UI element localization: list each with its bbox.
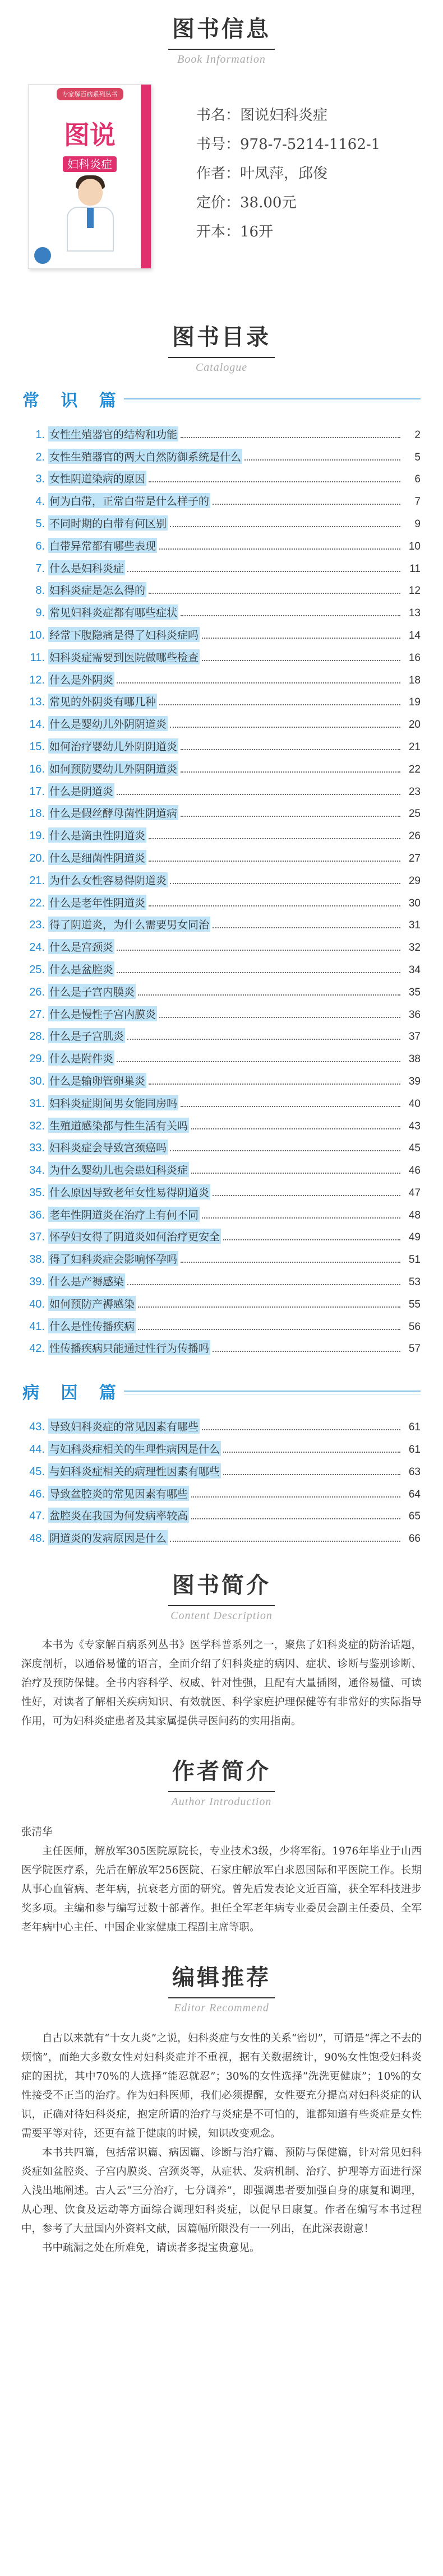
summary-text: 本书为《专家解百病系列丛书》医学科普系列之一，聚焦了妇科炎症的防治话题，深度剖析，以通俗易懂的语言，全面介绍了妇科炎症的病因、症状、诊断与鉴别诊断、治疗及预防保健。全书内容科学、权威、针对性强，且配有大量插图，通俗易懂、可读性好，对读者了解相关疾病知识、有效就医、科学家庭护理保健等有非常好的实际指导作用，可为妇科炎症患者及其家属提供寻医问药的实用指南。 [21, 1639, 422, 1728]
toc-item-leader [213, 1351, 400, 1352]
toc-item-leader [181, 771, 400, 773]
toc-item-page: 6 [414, 473, 421, 486]
toc-item-title: 什么是输卵管卵巢炎 [48, 1073, 146, 1088]
toc-item-page: 23 [408, 785, 421, 798]
toc-item-title: 什么是盆腔炎 [48, 961, 114, 977]
toc-item-title: 何为白带，正常白带是什么样子的 [48, 493, 210, 508]
toc-item-leader [149, 838, 400, 839]
toc-item-number: 16. [29, 762, 45, 775]
toc-item[interactable] [22, 954, 421, 977]
toc-item-number: 7. [35, 562, 45, 575]
toc-item-title: 导致盆腔炎的常见因素有哪些 [48, 1486, 189, 1501]
toc-item[interactable] [22, 1434, 421, 1456]
toc-item-leader [181, 1106, 400, 1107]
toc-item[interactable] [22, 1133, 421, 1155]
toc-item-leader [170, 727, 400, 728]
toc-item-number: 4. [35, 495, 45, 508]
toc-item-page: 55 [408, 1298, 421, 1310]
toc-item[interactable] [22, 1523, 421, 1545]
heading-title: 图书目录 [172, 324, 271, 350]
toc-item-title: 女性生殖器官的结构和功能 [48, 426, 178, 441]
toc-item[interactable] [22, 597, 421, 620]
toc-item[interactable] [22, 910, 421, 932]
toc-item-leader [127, 571, 400, 572]
toc-item-number: 48. [29, 1532, 45, 1545]
banner-line [124, 398, 421, 399]
toc-item-title: 常见的外阴炎有哪几种 [48, 694, 157, 709]
toc-item-leader [117, 950, 400, 951]
toc-item[interactable] [22, 553, 421, 575]
heading-subtitle: Catalogue [195, 361, 248, 374]
heading-title: 图书信息 [172, 16, 271, 42]
author-bio: 主任医师，解放军305医院原院长，专业技术3级，少将军衔。1976年毕业于山西医学院医疗系，先后在解放军256医院、石家庄解放军白求恩国际和平医院工作。长期从事心血管病、老年病，抗衰老方面的研究。曾先后发表论文近百篇，获全军科技进步奖多项。主编和参与编写过数十部著作。担任全军老年病专业委员会副主任委员、全军老年病中心主任、中国企业家健康工程副主席等职。 [21, 1845, 422, 1934]
toc-item[interactable] [22, 1110, 421, 1133]
heading-title: 编辑推荐 [172, 1965, 271, 1991]
toc-item[interactable] [22, 1333, 421, 1356]
section-heading [0, 1754, 443, 1808]
toc-item-title: 得了阴道炎，为什么需要男女同治 [48, 917, 210, 932]
toc-item[interactable] [22, 1411, 421, 1434]
section-heading [0, 1960, 443, 2015]
toc-item-number: 8. [35, 584, 45, 597]
toc-item-title: 老年性阴道炎在治疗上有何不同 [48, 1207, 200, 1222]
toc-item-page: 47 [408, 1187, 421, 1199]
toc-item-title: 妇科炎症是怎么得的 [48, 582, 146, 597]
toc-item-number: 26. [29, 985, 45, 998]
heading-rule [168, 1997, 275, 1998]
toc-item-page: 43 [408, 1120, 421, 1132]
toc-item-page: 34 [408, 964, 421, 976]
toc-item-number: 24. [29, 941, 45, 954]
toc-item-leader [202, 1217, 400, 1219]
cover-title-big: 图说 [64, 120, 116, 150]
toc-item-number: 39. [29, 1276, 45, 1289]
toc-item[interactable] [22, 464, 421, 486]
toc-item[interactable] [22, 731, 421, 754]
toc-item-leader [138, 1329, 400, 1330]
banner-line [124, 1391, 421, 1392]
toc-item[interactable] [22, 1021, 421, 1044]
toc-item-number: 38. [29, 1253, 45, 1266]
toc-section-banner [0, 1374, 443, 1408]
toc-item-number: 32. [29, 1119, 45, 1132]
toc-item-page: 57 [408, 1343, 421, 1355]
toc-item-leader [181, 816, 400, 817]
recommend-text [0, 2029, 443, 2258]
toc-section [0, 319, 443, 1545]
toc-item-title: 得了妇科炎症会影响怀孕吗 [48, 1251, 178, 1266]
author-section [0, 1754, 443, 1937]
toc-item[interactable] [22, 486, 421, 508]
toc-item-number: 1. [35, 428, 45, 441]
toc-item-number: 2. [35, 450, 45, 463]
toc-item[interactable] [22, 575, 421, 598]
toc-item-page: 2 [414, 429, 421, 441]
toc-item-number: 20. [29, 852, 45, 864]
toc-item-number: 42. [29, 1342, 45, 1355]
toc-item[interactable] [22, 776, 421, 798]
toc-item-page: 19 [408, 696, 421, 709]
toc-item[interactable] [22, 419, 421, 441]
toc-item[interactable] [22, 999, 421, 1021]
toc-item-page: 18 [408, 674, 421, 686]
toc-item-title: 什么是外阴炎 [48, 672, 114, 687]
toc-item-title: 什么是产褥感染 [48, 1273, 125, 1289]
toc-item-page: 11 [409, 562, 421, 575]
toc-item-number: 29. [29, 1053, 45, 1066]
toc-item-leader [117, 794, 400, 795]
toc-item-number: 40. [29, 1298, 45, 1310]
toc-item-page: 49 [408, 1231, 421, 1244]
toc-item-title: 生殖道感染都与性生活有关吗 [48, 1118, 189, 1133]
toc-item-title: 与妇科炎症相关的病理性因素有哪些 [48, 1463, 221, 1478]
toc-item[interactable] [22, 687, 421, 709]
toc-item-leader [159, 1017, 400, 1018]
toc-item-number: 6. [35, 540, 45, 552]
toc-item-leader [170, 526, 400, 527]
toc-item[interactable] [22, 1177, 421, 1199]
toc-item-page: 46 [408, 1165, 421, 1177]
heading-rule [168, 357, 275, 358]
toc-item-title: 如何预防产褥感染 [48, 1296, 136, 1311]
cover-band [29, 85, 151, 104]
toc-item-page: 37 [408, 1031, 421, 1043]
toc-item-title: 不同时期的白带有何区别 [48, 515, 168, 531]
toc-item-title: 如何预防婴幼儿外阴阴道炎 [48, 761, 178, 776]
toc-item-title: 什么是妇科炎症 [48, 560, 125, 575]
toc-item-leader [223, 1474, 400, 1475]
toc-item-number: 17. [29, 785, 45, 798]
toc-item-leader [191, 1128, 400, 1129]
heading-subtitle: Editor Recommend [174, 2002, 269, 2015]
toc-item-number: 3. [35, 473, 45, 486]
toc-item[interactable] [22, 977, 421, 999]
heading-subtitle: Author Introduction [171, 1796, 272, 1808]
toc-item-leader [223, 1239, 400, 1240]
toc-item-number: 12. [29, 673, 45, 686]
toc-item-title: 与妇科炎症相关的生理性病因是什么 [48, 1441, 221, 1456]
toc-item-title: 妇科炎症期间男女能同房吗 [48, 1095, 178, 1110]
summary-section [0, 1568, 443, 1731]
recommend-paragraph: 书中疏漏之处在所难免，请读者多提宝贵意见。 [42, 2242, 260, 2254]
toc-item-leader [149, 481, 400, 482]
toc-item-title: 什么是慢性子宫内膜炎 [48, 1006, 157, 1021]
toc-item[interactable] [22, 1066, 421, 1088]
toc-item-number: 14. [29, 718, 45, 731]
toc-item[interactable] [22, 1456, 421, 1478]
toc-item[interactable] [22, 820, 421, 843]
heading-subtitle: Content Description [170, 1610, 273, 1622]
toc-item-title: 阴道炎的发病原因是什么 [48, 1530, 168, 1545]
toc-item-number: 25. [29, 963, 45, 976]
toc-item[interactable] [22, 1289, 421, 1311]
toc-item-leader [149, 861, 400, 862]
toc-item-page: 26 [408, 830, 421, 843]
toc-item-page: 10 [408, 540, 421, 552]
toc-item[interactable] [22, 798, 421, 821]
toc-item[interactable] [22, 1043, 421, 1066]
toc-item[interactable] [22, 531, 421, 553]
toc-item-title: 什么是滴虫性阴道炎 [48, 827, 146, 843]
heading-title: 作者简介 [172, 1759, 271, 1785]
section-heading [0, 319, 443, 374]
toc-item-leader [117, 972, 400, 973]
toc-item-page: 63 [408, 1466, 421, 1478]
book-cover-image [28, 84, 151, 269]
toc-item-page: 40 [408, 1098, 421, 1110]
toc-item-leader [202, 660, 400, 661]
toc-item-number: 46. [29, 1487, 45, 1500]
toc-item-page: 13 [408, 607, 421, 620]
toc-item-leader [191, 1518, 400, 1519]
cover-title [29, 115, 151, 171]
toc-item-page: 30 [408, 897, 421, 909]
toc-item-leader [117, 1061, 400, 1062]
recommend-section [0, 1960, 443, 2258]
toc-item-page: 38 [408, 1053, 421, 1066]
toc-item-page: 12 [408, 585, 421, 597]
toc-item[interactable] [22, 508, 421, 531]
book-info-list [196, 101, 421, 247]
info-row-format: 开本：16开 [196, 224, 274, 240]
toc-item-title: 什么是阴道炎 [48, 783, 114, 798]
toc-item-number: 27. [29, 1008, 45, 1021]
author-name: 张清华 [21, 1826, 53, 1839]
toc-item-leader [149, 593, 400, 594]
toc-item-title: 女性生殖器官的两大自然防御系统是什么 [48, 449, 242, 464]
toc-item-leader [191, 1173, 400, 1174]
section-heading [0, 1568, 443, 1622]
doctor-illustration [57, 179, 124, 252]
toc-item-leader [181, 437, 400, 438]
toc-item-number: 23. [29, 919, 45, 932]
toc-item-leader [138, 994, 400, 996]
toc-item-title: 经常下腹隐痛是得了妇科炎症吗 [48, 627, 200, 642]
toc-item-leader [181, 1262, 400, 1263]
toc-item[interactable] [22, 664, 421, 687]
toc-item[interactable] [22, 1199, 421, 1222]
book-info-section [0, 0, 443, 291]
toc-item-title: 妇科炎症需要到医院做哪些检查 [48, 649, 200, 664]
toc-item-leader [127, 1284, 400, 1285]
toc-item-page: 51 [408, 1254, 421, 1266]
toc-item-title: 妇科炎症会导致宫颈癌吗 [48, 1140, 168, 1155]
info-row-isbn: 书号：978-7-5214-1162-1 [196, 136, 381, 153]
toc-item-number: 37. [29, 1231, 45, 1244]
toc-item-page: 21 [408, 741, 421, 753]
toc-item[interactable] [22, 709, 421, 731]
toc-item-number: 10. [29, 629, 45, 641]
toc-item-page: 20 [408, 719, 421, 731]
toc-item[interactable] [22, 642, 421, 664]
toc-item-leader [223, 1452, 400, 1453]
toc-item-leader [170, 1150, 400, 1151]
toc-item-page: 27 [408, 852, 421, 864]
toc-item-page: 64 [408, 1488, 421, 1500]
toc-item-leader [213, 1195, 400, 1196]
toc-item-page: 31 [408, 919, 421, 932]
toc-item[interactable] [22, 1222, 421, 1244]
toc-item-number: 15. [29, 740, 45, 753]
toc-item-number: 33. [29, 1142, 45, 1155]
toc-item-title: 什么原因导致老年女性易得阴道炎 [48, 1184, 210, 1199]
toc-item-title: 为什么女性容易得阴道炎 [48, 872, 168, 887]
toc-item-leader [149, 1084, 400, 1085]
toc-item-title: 怀孕妇女得了阴道炎如何治疗更安全 [48, 1229, 221, 1244]
toc-item-leader [181, 749, 400, 750]
toc-item-number: 35. [29, 1186, 45, 1199]
author-text [0, 1823, 443, 1937]
toc-item-title: 女性阴道染病的原因 [48, 471, 146, 486]
toc-item-page: 65 [408, 1510, 421, 1523]
toc-item-number: 44. [29, 1443, 45, 1456]
toc-item-number: 34. [29, 1164, 45, 1177]
toc-item-leader [127, 1039, 400, 1040]
info-row-title: 书名：图说妇科炎症 [196, 107, 328, 124]
toc-item[interactable] [22, 1311, 421, 1333]
heading-rule [168, 1605, 275, 1606]
toc-item-title: 性传播疾病只能通过性行为传播吗 [48, 1340, 210, 1355]
toc-item-title: 什么是附件炎 [48, 1050, 114, 1066]
toc-item-number: 45. [29, 1465, 45, 1478]
toc-item-page: 29 [408, 875, 421, 887]
toc-item-number: 11. [30, 651, 45, 664]
toc-item-number: 13. [29, 696, 45, 709]
toc-item-page: 39 [408, 1075, 421, 1087]
toc-item-page: 16 [408, 652, 421, 664]
toc-item-page: 35 [408, 986, 421, 998]
toc-item[interactable] [22, 1478, 421, 1501]
toc-item-number: 28. [29, 1030, 45, 1043]
toc-item-page: 25 [408, 808, 421, 820]
toc-item-leader [159, 704, 400, 705]
info-row-author: 作者：叶凤萍，邱俊 [196, 165, 328, 182]
toc-item-page: 7 [414, 496, 421, 508]
toc-item-number: 19. [29, 830, 45, 843]
toc-item-page: 61 [408, 1421, 421, 1434]
info-row-price: 定价：38.00元 [196, 194, 297, 211]
toc-item-number: 18. [29, 807, 45, 820]
toc-item[interactable] [22, 441, 421, 464]
toc-item-title: 为什么婴幼儿也会患妇科炎症 [48, 1162, 189, 1177]
toc-item-page: 22 [408, 763, 421, 775]
toc-item-page: 45 [408, 1142, 421, 1155]
toc-item-leader [149, 905, 400, 906]
cover-series-badge: 专家解百病系列丛书 [57, 88, 123, 100]
toc-item-title: 什么是性传播疾病 [48, 1318, 136, 1333]
toc-section-label: 常 识 篇 [22, 391, 124, 411]
toc-item-page: 14 [408, 629, 421, 641]
cover-spine [141, 85, 151, 268]
toc-item-title: 导致妇科炎症的常见因素有哪些 [48, 1419, 200, 1434]
toc-item-leader [170, 1541, 400, 1542]
toc-section-label: 病 因 篇 [22, 1383, 124, 1403]
toc-item-title: 什么是子宫内膜炎 [48, 984, 136, 999]
toc-item-number: 36. [29, 1208, 45, 1221]
toc-item-leader [191, 1496, 400, 1498]
toc-item-number: 41. [29, 1320, 45, 1333]
heading-title: 图书简介 [172, 1573, 271, 1599]
toc-item-number: 47. [29, 1510, 45, 1523]
toc-item-number: 5. [35, 517, 45, 530]
toc-item[interactable] [22, 754, 421, 776]
toc-item-title: 盆腔炎在我国为何发病率较高 [48, 1508, 189, 1523]
toc-item-title: 什么是老年性阴道炎 [48, 895, 146, 910]
toc-item-leader [213, 504, 400, 505]
toc-item-leader [117, 682, 400, 683]
toc-item-page: 61 [408, 1444, 421, 1456]
toc-item-page: 9 [414, 518, 421, 530]
toc-item-leader [244, 459, 400, 461]
toc-section-banner [0, 382, 443, 416]
toc-item-leader [202, 1429, 400, 1430]
toc-item-title: 如何治疗婴幼儿外阴阴道炎 [48, 738, 178, 754]
heading-subtitle: Book Information [177, 53, 266, 66]
toc-item-number: 43. [29, 1421, 45, 1434]
toc-item-page: 36 [408, 1008, 421, 1021]
toc-item-page: 48 [408, 1209, 421, 1221]
section-heading [0, 0, 443, 66]
toc-item[interactable] [22, 843, 421, 865]
toc-list [0, 1411, 443, 1545]
heading-rule [168, 49, 275, 50]
recommend-paragraph: 本书共四篇，包括常识篇、病因篇、诊断与治疗篇、预防与保健篇，针对常见妇科炎症如盆腔炎、子宫内膜炎、宫颈炎等，从症状、发病机制、治疗、护理等方面进行深入浅出地阐述。古人云“三分治疗，七分调养”，即强调患者要加强自身的康复和调理，从心理、饮食及运动等方面综合调理妇科炎症，以促早日康复。作者在编写本书过程中，参考了大量国内外资料文献，因篇幅所限没有一一列出，在此深表谢意！ [21, 2147, 422, 2235]
toc-item-page: 53 [408, 1276, 421, 1289]
toc-item-number: 9. [35, 607, 45, 620]
recommend-paragraph: 自古以来就有“十女九炎”之说，妇科炎症与女性的关系“密切”，可谓是“挥之不去的烦恼”，而绝大多数女性对妇科炎症并不重视，据有关数据统计，90%女性饱受妇科炎症的困扰，其中70%的人选择“能忍就忍”；30%的女性选择“洗洗更健康”；10%的女性接受不正当的治疗。作为妇科医师，我们必须提醒，女性要充分提高对妇科炎症的认识，正确对待妇科炎症，抱定所谓的治疗与炎症是不可怕的，谁都知道有些炎症是女性需要平等对待，还更有益于健康的时候，知识改变观念。 [21, 2033, 422, 2140]
toc-item-page: 66 [408, 1533, 421, 1545]
toc-item[interactable] [22, 865, 421, 887]
toc-item-number: 21. [29, 874, 45, 887]
publisher-logo [34, 247, 51, 264]
cover-title-small: 妇科炎症 [63, 156, 117, 172]
toc-item-leader [170, 883, 400, 884]
toc-item-number: 30. [29, 1075, 45, 1087]
toc-item-title: 什么是细菌性阴道炎 [48, 850, 146, 865]
toc-item[interactable] [22, 1266, 421, 1289]
toc-item[interactable] [22, 1244, 421, 1266]
toc-item-page: 32 [408, 942, 421, 954]
toc-item-page: 56 [408, 1320, 421, 1333]
toc-item-title: 白带异常都有哪些表现 [48, 538, 157, 553]
toc-item[interactable] [22, 620, 421, 642]
toc-list [0, 419, 443, 1355]
toc-item-number: 22. [29, 896, 45, 909]
toc-item-page: 5 [414, 451, 421, 463]
toc-item-title: 什么是假丝酵母菌性阴道病 [48, 805, 178, 820]
toc-item-title: 什么是婴幼儿外阴阴道炎 [48, 716, 168, 731]
toc-item[interactable] [22, 887, 421, 910]
toc-item-leader [181, 615, 400, 616]
toc-item-leader [159, 548, 400, 550]
toc-item[interactable] [22, 932, 421, 954]
toc-item[interactable] [22, 1088, 421, 1110]
toc-item-leader [202, 638, 400, 639]
toc-item[interactable] [22, 1155, 421, 1177]
toc-item-leader [138, 1306, 400, 1308]
toc-item-number: 31. [29, 1097, 45, 1110]
toc-item-title: 什么是宫颈炎 [48, 939, 114, 954]
toc-item-title: 什么是子宫肌炎 [48, 1028, 125, 1043]
heading-rule [168, 1791, 275, 1792]
toc-item-leader [213, 927, 400, 928]
toc-item-title: 常见妇科炎症都有哪些症状 [48, 605, 178, 620]
toc-item[interactable] [22, 1501, 421, 1523]
